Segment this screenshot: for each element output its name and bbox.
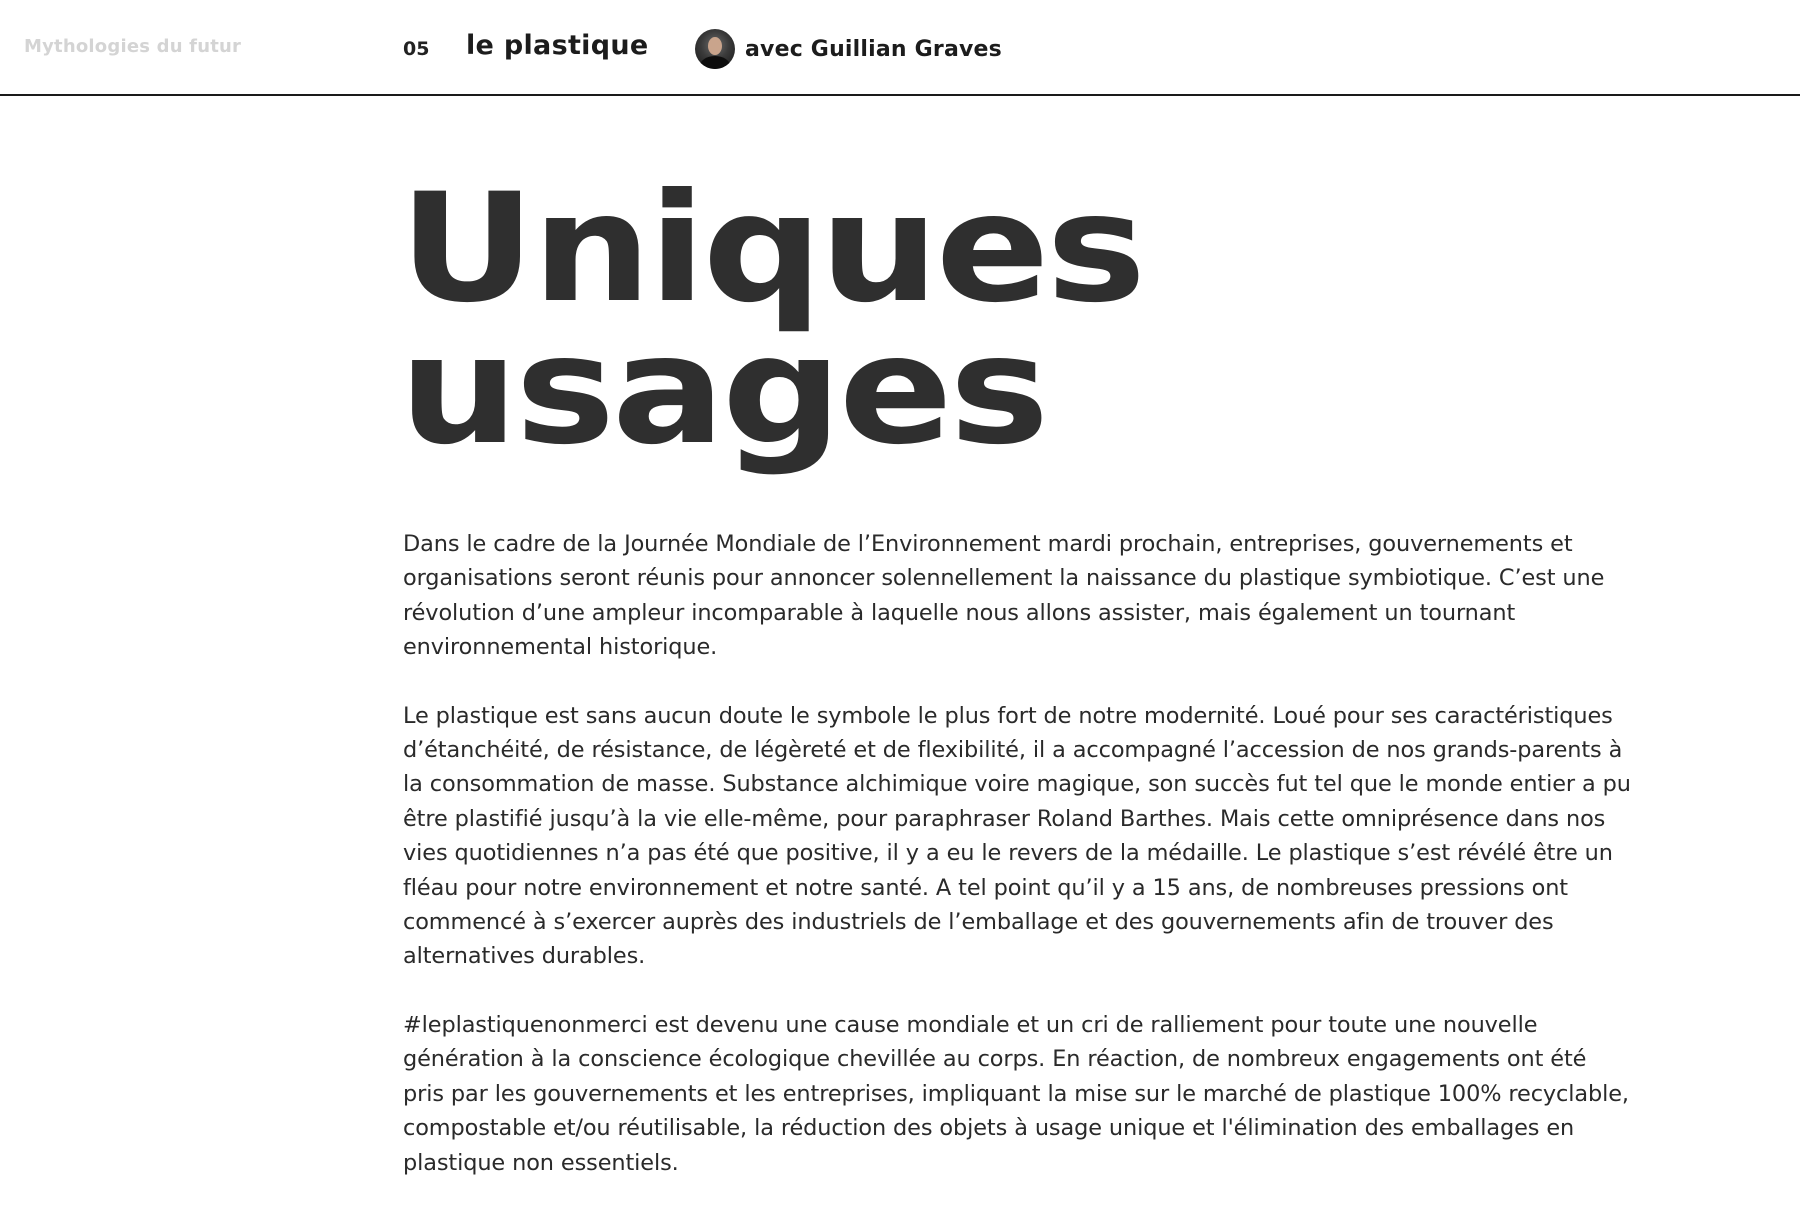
article-paragraph-3: #leplastiquenonmerci est devenu une cause mondiale et un cri de ralliement pour toute une nouvelle génération à la conscience écologique chevillée au corps. En réaction, de nombreux engagements ont été pris par les gouvernements et les entreprises, impliquant la mise sur le marché de plastique 100% recyclable, compostable et/ou réutilisable, la réduction des objets à usage unique et l'élimination des emballages en plastique non essentiels. <box>403 1011 1629 1176</box>
episode-title: le plastique <box>466 30 649 61</box>
avatar-face-shape <box>708 37 722 55</box>
article-body <box>403 527 1633 1214</box>
top-bar <box>0 0 1800 96</box>
guest-avatar <box>695 29 735 69</box>
article-headline <box>399 162 1143 478</box>
headline-line-1: Uniques <box>399 162 1143 336</box>
article-paragraph-1: Dans le cadre de la Journée Mondiale de l’Environnement mardi prochain, entreprises, gouvernements et organisations seront réunis pour annoncer solennellement la naissance du plastique symbiotique. C’est une révolution d’une ampleur incomparable à laquelle nous allons assister, mais également un tournant environnemental historique. <box>403 531 1605 661</box>
article-paragraph-2: Le plastique est sans aucun doute le symbole le plus fort de notre modernité. Loué pour ses caractéristiques d’étanchéité, de résistance, de légèreté et de flexibilité, il a accompagné l’accession de nos grands-parents à la consommation de masse. Substance alchimique voire magique, son succès fut tel que le monde entier a pu être plastifié jusqu’à la vie elle-même, pour paraphraser Roland Barthes. Mais cette omniprésence dans nos vies quotidiennes n’a pas été que positive, il y a eu le revers de la médaille. Le plastique s’est révélé être un fléau pour notre environnement et notre santé. A tel point qu’il y a 15 ans, de nombreuses pressions ont commencé à s’exercer auprès des industriels de l’emballage et des gouvernements afin de trouver des alternatives durables. <box>403 702 1631 970</box>
headline-line-2: usages <box>399 304 1047 478</box>
guest-info <box>695 29 1002 69</box>
episode-number: 05 <box>403 38 430 60</box>
site-title-link[interactable]: Mythologies du futur <box>24 36 242 57</box>
guest-label: avec Guillian Graves <box>745 36 1002 62</box>
avatar-shoulders-shape <box>700 56 730 69</box>
